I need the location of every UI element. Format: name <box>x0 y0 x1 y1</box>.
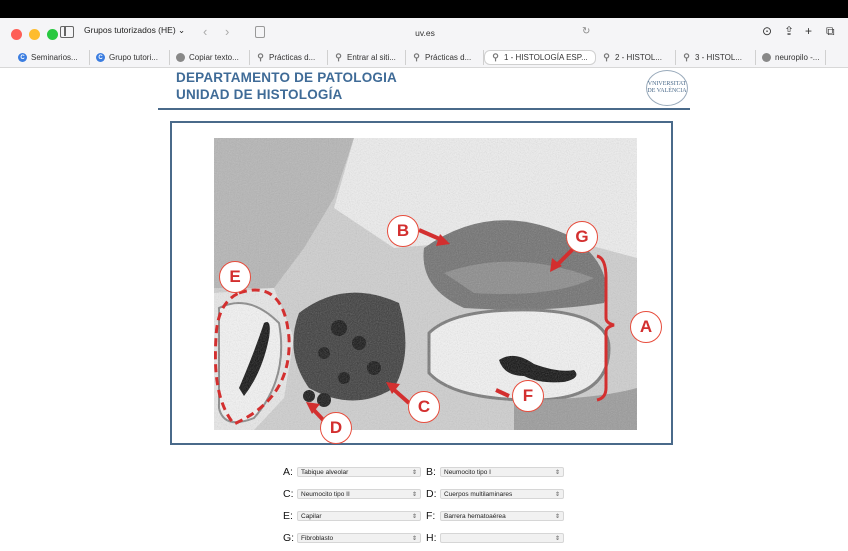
browser-tab[interactable] <box>676 50 756 65</box>
select-arrow-icon: ⇕ <box>554 469 560 476</box>
answer-select[interactable] <box>297 467 421 477</box>
reload-icon[interactable]: ↻ <box>582 26 591 37</box>
back-icon[interactable]: ‹ <box>203 24 208 39</box>
answer-letter: G: <box>283 532 295 544</box>
top-black-bar <box>0 0 848 18</box>
globe-icon <box>762 53 771 62</box>
browser-tab[interactable] <box>756 50 826 65</box>
answer-select-value: Neumocito tipo II <box>301 490 350 498</box>
answer-select[interactable] <box>440 511 564 521</box>
answer-select[interactable] <box>297 511 421 521</box>
answer-row <box>280 510 570 524</box>
marker-c: C <box>408 391 440 423</box>
answer-letter: B: <box>426 466 436 478</box>
browser-toolbar <box>0 18 848 68</box>
address-bar[interactable]: uv.es <box>415 28 435 38</box>
select-arrow-icon: ⇕ <box>554 513 560 520</box>
reader-icon[interactable] <box>255 26 265 38</box>
microscope-icon: ⚲ <box>335 52 342 62</box>
microscope-icon: ⚲ <box>413 52 420 62</box>
marker-g: G <box>566 221 598 253</box>
answer-letter: A: <box>283 466 293 478</box>
select-arrow-icon: ⇕ <box>411 469 417 476</box>
select-arrow-icon: ⇕ <box>411 513 417 520</box>
minimize-window-button[interactable] <box>29 29 40 40</box>
answer-select[interactable] <box>297 489 421 499</box>
answer-letter: D: <box>426 488 437 500</box>
tab-label: 3 - HISTOL... <box>695 53 742 62</box>
seal-text-1: VNIVERSITAT <box>647 81 687 87</box>
select-arrow-icon: ⇕ <box>554 535 560 542</box>
answer-select[interactable] <box>440 467 564 477</box>
tab-overview-icon[interactable]: ⧉ <box>826 24 835 38</box>
answer-cell <box>426 532 564 544</box>
browser-tab[interactable] <box>12 50 90 65</box>
microscope-icon: ⚲ <box>683 52 690 62</box>
unit-title: UNIDAD DE HISTOLOGÍA <box>176 87 343 102</box>
tab-label: Seminarios... <box>31 53 78 62</box>
answer-row <box>280 488 570 502</box>
globe-icon <box>176 53 185 62</box>
page-header <box>158 68 690 110</box>
electron-micrograph <box>214 138 637 430</box>
new-tab-icon[interactable]: + <box>805 24 813 38</box>
select-arrow-icon: ⇕ <box>411 491 417 498</box>
marker-a: A <box>630 311 662 343</box>
answer-select-value: Cuerpos multilaminares <box>444 490 513 498</box>
answer-cell <box>426 466 564 478</box>
browser-tab[interactable] <box>328 50 406 65</box>
select-arrow-icon: ⇕ <box>411 535 417 542</box>
share-icon[interactable]: ⇪ <box>784 24 795 38</box>
tab-label: 2 - HISTOL... <box>615 53 662 62</box>
course-icon: C <box>96 53 105 62</box>
microscope-icon: ⚲ <box>492 52 499 62</box>
microscope-icon: ⚲ <box>603 52 610 62</box>
answer-cell <box>283 488 421 500</box>
browser-tab[interactable] <box>596 50 676 65</box>
zoom-window-button[interactable] <box>47 29 58 40</box>
browser-tab[interactable] <box>90 50 170 65</box>
answer-select-value: Tabique alveolar <box>301 468 349 476</box>
window-controls <box>11 29 58 40</box>
marker-e: E <box>219 261 251 293</box>
tab-label: Entrar al siti... <box>347 53 396 62</box>
close-window-button[interactable] <box>11 29 22 40</box>
answer-select[interactable] <box>440 533 564 543</box>
tab-label: 1 - HISTOLOGÍA ESP... <box>504 53 588 62</box>
answer-cell <box>426 488 564 500</box>
course-icon: C <box>18 53 27 62</box>
browser-tab[interactable] <box>406 50 484 65</box>
micrograph-frame <box>170 121 673 445</box>
tab-label: Copiar texto... <box>189 53 239 62</box>
seal-text-2: DE VALÈNCIA <box>647 88 687 94</box>
tab-label: Prácticas d... <box>425 53 472 62</box>
marker-b: B <box>387 215 419 247</box>
answer-select-value: Barrera hematoaérea <box>444 512 506 520</box>
answer-select[interactable] <box>297 533 421 543</box>
forward-icon[interactable]: › <box>225 24 230 39</box>
marker-f: F <box>512 380 544 412</box>
sidebar-toggle-icon[interactable] <box>60 26 74 38</box>
university-seal <box>646 70 688 106</box>
marker-d: D <box>320 412 352 444</box>
microscope-icon: ⚲ <box>257 52 264 62</box>
answer-select-value: Capilar <box>301 512 322 520</box>
answer-cell <box>283 510 421 522</box>
answer-select-value: Fibroblasto <box>301 534 334 542</box>
answer-letter: E: <box>283 510 293 522</box>
answer-select[interactable] <box>440 489 564 499</box>
answer-cell <box>283 466 421 478</box>
tab-group-label: Grupos tutorizados (HE) <box>84 25 176 35</box>
browser-tab[interactable] <box>484 50 596 65</box>
answer-cell <box>426 510 564 522</box>
answer-letter: H: <box>426 532 437 544</box>
select-arrow-icon: ⇕ <box>554 491 560 498</box>
chevron-down-icon: ⌄ <box>178 25 186 35</box>
answer-row <box>280 532 570 546</box>
tab-label: Prácticas d... <box>269 53 316 62</box>
answer-letter: C: <box>283 488 294 500</box>
answer-cell <box>283 532 421 544</box>
download-icon[interactable]: ⊙ <box>762 24 773 38</box>
department-title: DEPARTAMENTO DE PATOLOGIA <box>176 70 398 85</box>
answer-letter: F: <box>426 510 436 522</box>
tab-group-selector[interactable] <box>84 25 185 36</box>
tab-bar <box>0 50 848 67</box>
tab-label: neuropilo -... <box>775 53 820 62</box>
browser-tab[interactable] <box>170 50 250 65</box>
tab-label: Grupo tutori... <box>109 53 158 62</box>
browser-tab[interactable] <box>250 50 328 65</box>
answer-select-value: Neumocito tipo I <box>444 468 491 476</box>
answer-row <box>280 466 570 480</box>
